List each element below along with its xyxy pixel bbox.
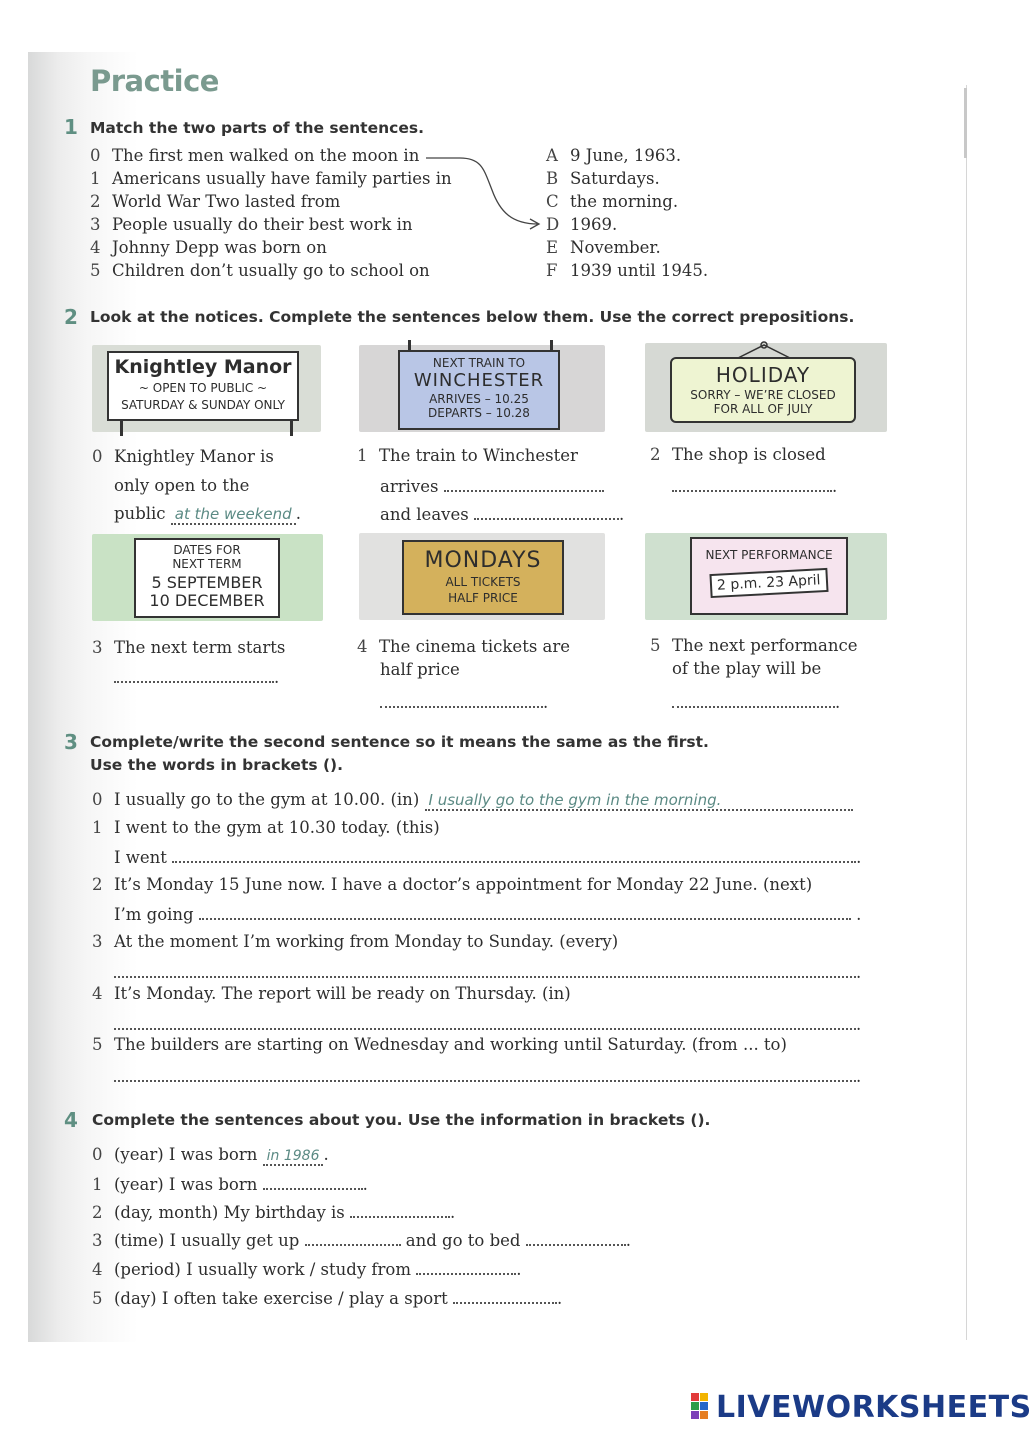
ex2-item-4-line: .: [380, 692, 548, 712]
notice-2-line: HOLIDAY: [715, 363, 811, 387]
notice-5-sign: [690, 537, 848, 615]
ex2-answer-1b[interactable]: [474, 504, 619, 520]
ex4-item-4: 4 (period) I usually work / study from .: [92, 1260, 522, 1279]
ex1-left-5: 5 Children don’t usually go to school on: [90, 261, 430, 280]
ex2-item-2-line: .: [672, 476, 837, 496]
exercise-2-number: 2: [64, 305, 78, 329]
ex4-item-5: 5 (day) I often take exercise / play a sport .: [92, 1289, 563, 1308]
ex2-item-5-line: of the play will be: [672, 659, 822, 678]
ex1-right-a[interactable]: A 9 June, 1963.: [546, 146, 682, 165]
ex2-item-4-line: half price: [380, 660, 460, 679]
ex3-item-4-answer-line: .: [114, 1014, 861, 1034]
notice-3-line: NEXT TERM: [172, 556, 242, 571]
notice-0-sign: [107, 351, 299, 421]
ex3-item-2-answer-line: I’m going .: [114, 905, 862, 924]
ex2-item-0-line: 0 Knightley Manor is: [92, 447, 274, 466]
liveworksheets-logo-icon: [691, 1393, 717, 1419]
ex4-answer-3b[interactable]: [526, 1230, 626, 1246]
exercise-4-number: 4: [64, 1108, 78, 1132]
ex1-right-d[interactable]: D 1969.: [546, 215, 618, 234]
ex2-item-3-line: .: [114, 667, 279, 687]
ex3-item-3: 3 At the moment I’m working from Monday to Sunday. (every): [92, 932, 619, 951]
exercise-2-instruction: Look at the notices. Complete the sentences below them. Use the correct prepositions.: [90, 308, 855, 326]
ex3-answer-2[interactable]: [199, 904, 851, 920]
notice-1-line: DEPARTS – 10.28: [428, 406, 530, 421]
ex2-item-2-line: 2 The shop is closed: [650, 445, 826, 464]
exercise-3-number: 3: [64, 730, 78, 754]
ex3-answer-1[interactable]: [172, 847, 856, 863]
ex1-left-4: 4 Johnny Depp was born on: [90, 238, 327, 257]
ex1-right-c[interactable]: C the morning.: [546, 192, 679, 211]
ex2-answer-2[interactable]: [672, 476, 832, 492]
ex1-right-b[interactable]: B Saturdays.: [546, 169, 660, 188]
notice-2-line: FOR ALL OF JULY: [713, 401, 813, 416]
notice-1-sign: [398, 350, 560, 430]
ex3-answer-0[interactable]: I usually go to the gym in the morning.: [425, 791, 853, 811]
exercise-4-instruction: Complete the sentences about you. Use the information in brackets ().: [92, 1111, 711, 1129]
exercise-1-instruction: Match the two parts of the sentences.: [90, 119, 424, 137]
notice-0-line: Knightley Manor: [114, 356, 292, 378]
ex3-item-2: 2 It’s Monday 15 June now. I have a doctor’s appointment for Monday 22 June. (next): [92, 875, 813, 894]
ex4-item-3: 3 (time) I usually get up and go to bed .: [92, 1231, 631, 1250]
ex2-item-0-line: only open to the: [114, 476, 250, 495]
exercise-3-instruction: Use the words in brackets ().: [90, 756, 344, 774]
ex2-item-1-line: 1 The train to Winchester: [357, 446, 578, 465]
ex2-item-0-line: public at the weekend .: [114, 504, 301, 523]
ex4-answer-3a[interactable]: [305, 1230, 401, 1246]
ex2-answer-1a[interactable]: [444, 476, 604, 492]
ex4-answer-4[interactable]: [416, 1259, 516, 1275]
ex2-answer-3[interactable]: [114, 667, 274, 683]
ex1-left-3: 3 People usually do their best work in: [90, 215, 413, 234]
ex3-item-3-answer-line: .: [114, 962, 861, 982]
ex4-item-1: 1 (year) I was born .: [92, 1175, 368, 1194]
ex4-item-0: 0 (year) I was born in 1986 .: [92, 1145, 329, 1164]
ex1-right-e[interactable]: E November.: [546, 238, 661, 257]
ex4-answer-1[interactable]: [263, 1174, 363, 1190]
exercise-1-number: 1: [64, 115, 78, 139]
notice-2-line: SORRY – WE’RE CLOSED: [690, 388, 836, 402]
notice-2-sign: [670, 357, 856, 423]
ex3-item-0: 0 I usually go to the gym at 10.00. (in) I usually go to the gym in the morning.: [92, 790, 853, 811]
ex4-item-2: 2 (day, month) My birthday is .: [92, 1203, 456, 1222]
ex3-item-5-answer-line: .: [114, 1066, 861, 1086]
page-edge-mark: [964, 88, 967, 158]
notice-1-line: NEXT TRAIN TO: [432, 356, 526, 370]
notice-4-line: ALL TICKETS: [445, 575, 521, 590]
exercise-3-instruction: Complete/write the second sentence so it means the same as the first.: [90, 733, 709, 751]
notice-3-line: DATES FOR: [173, 543, 241, 557]
ex3-item-1: 1 I went to the gym at 10.30 today. (this): [92, 818, 440, 837]
ex1-right-f[interactable]: F 1939 until 1945.: [546, 261, 709, 280]
page-title: Practice: [90, 64, 219, 98]
ex3-answer-4[interactable]: [114, 1014, 856, 1030]
ex3-answer-5[interactable]: [114, 1066, 856, 1082]
notice-4-line: MONDAYS: [424, 548, 542, 573]
ex3-answer-3[interactable]: [114, 962, 856, 978]
ex4-answer-0[interactable]: in 1986: [263, 1148, 324, 1166]
ex2-item-3-line: 3 The next term starts: [92, 638, 286, 657]
ex3-item-1-answer-line: I went .: [114, 848, 862, 867]
match-arrow-icon: [420, 150, 550, 235]
ex2-item-5-line: .: [672, 692, 840, 712]
ex1-left-0: 0 The first men walked on the moon in: [90, 146, 420, 165]
ex2-answer-5[interactable]: [672, 692, 835, 708]
page-edge-rule: [966, 85, 967, 1340]
ex4-answer-5[interactable]: [453, 1288, 557, 1304]
notice-5-line: NEXT PERFORMANCE: [705, 548, 833, 562]
notice-4-line: HALF PRICE: [448, 591, 518, 606]
notice-3-sign: [134, 538, 280, 618]
notice-0-line: ~ OPEN TO PUBLIC ~: [138, 380, 268, 395]
ex1-left-2: 2 World War Two lasted from: [90, 192, 341, 211]
liveworksheets-brand[interactable]: LIVEWORKSHEETS: [716, 1390, 1032, 1425]
ex2-answer-4[interactable]: [380, 692, 543, 708]
ex1-left-1: 1 Americans usually have family parties in: [90, 169, 452, 188]
notice-3-line: 10 DECEMBER: [149, 590, 265, 610]
ex4-answer-2[interactable]: [350, 1202, 450, 1218]
notice-3-line: 5 SEPTEMBER: [151, 572, 263, 592]
notice-0-line: SATURDAY & SUNDAY ONLY: [121, 397, 285, 412]
notice-5-line: 2 p.m. 23 April: [710, 568, 829, 598]
ex3-item-5: 5 The builders are starting on Wednesday and working until Saturday. (from ... to): [92, 1035, 787, 1054]
notice-1-line: ARRIVES – 10.25: [429, 392, 529, 407]
notice-4-sign: [402, 540, 564, 615]
ex2-item-1-line: and leaves .: [380, 505, 625, 524]
ex2-item-5-line: 5 The next performance: [650, 636, 858, 655]
ex2-item-1-line: arrives: [380, 476, 604, 496]
ex2-item-4-line: 4 The cinema tickets are: [357, 637, 571, 656]
ex3-item-4: 4 It’s Monday. The report will be ready on Thursday. (in): [92, 984, 571, 1003]
ex2-answer-0[interactable]: at the weekend: [171, 505, 296, 525]
notice-1-line: WINCHESTER: [413, 369, 545, 391]
